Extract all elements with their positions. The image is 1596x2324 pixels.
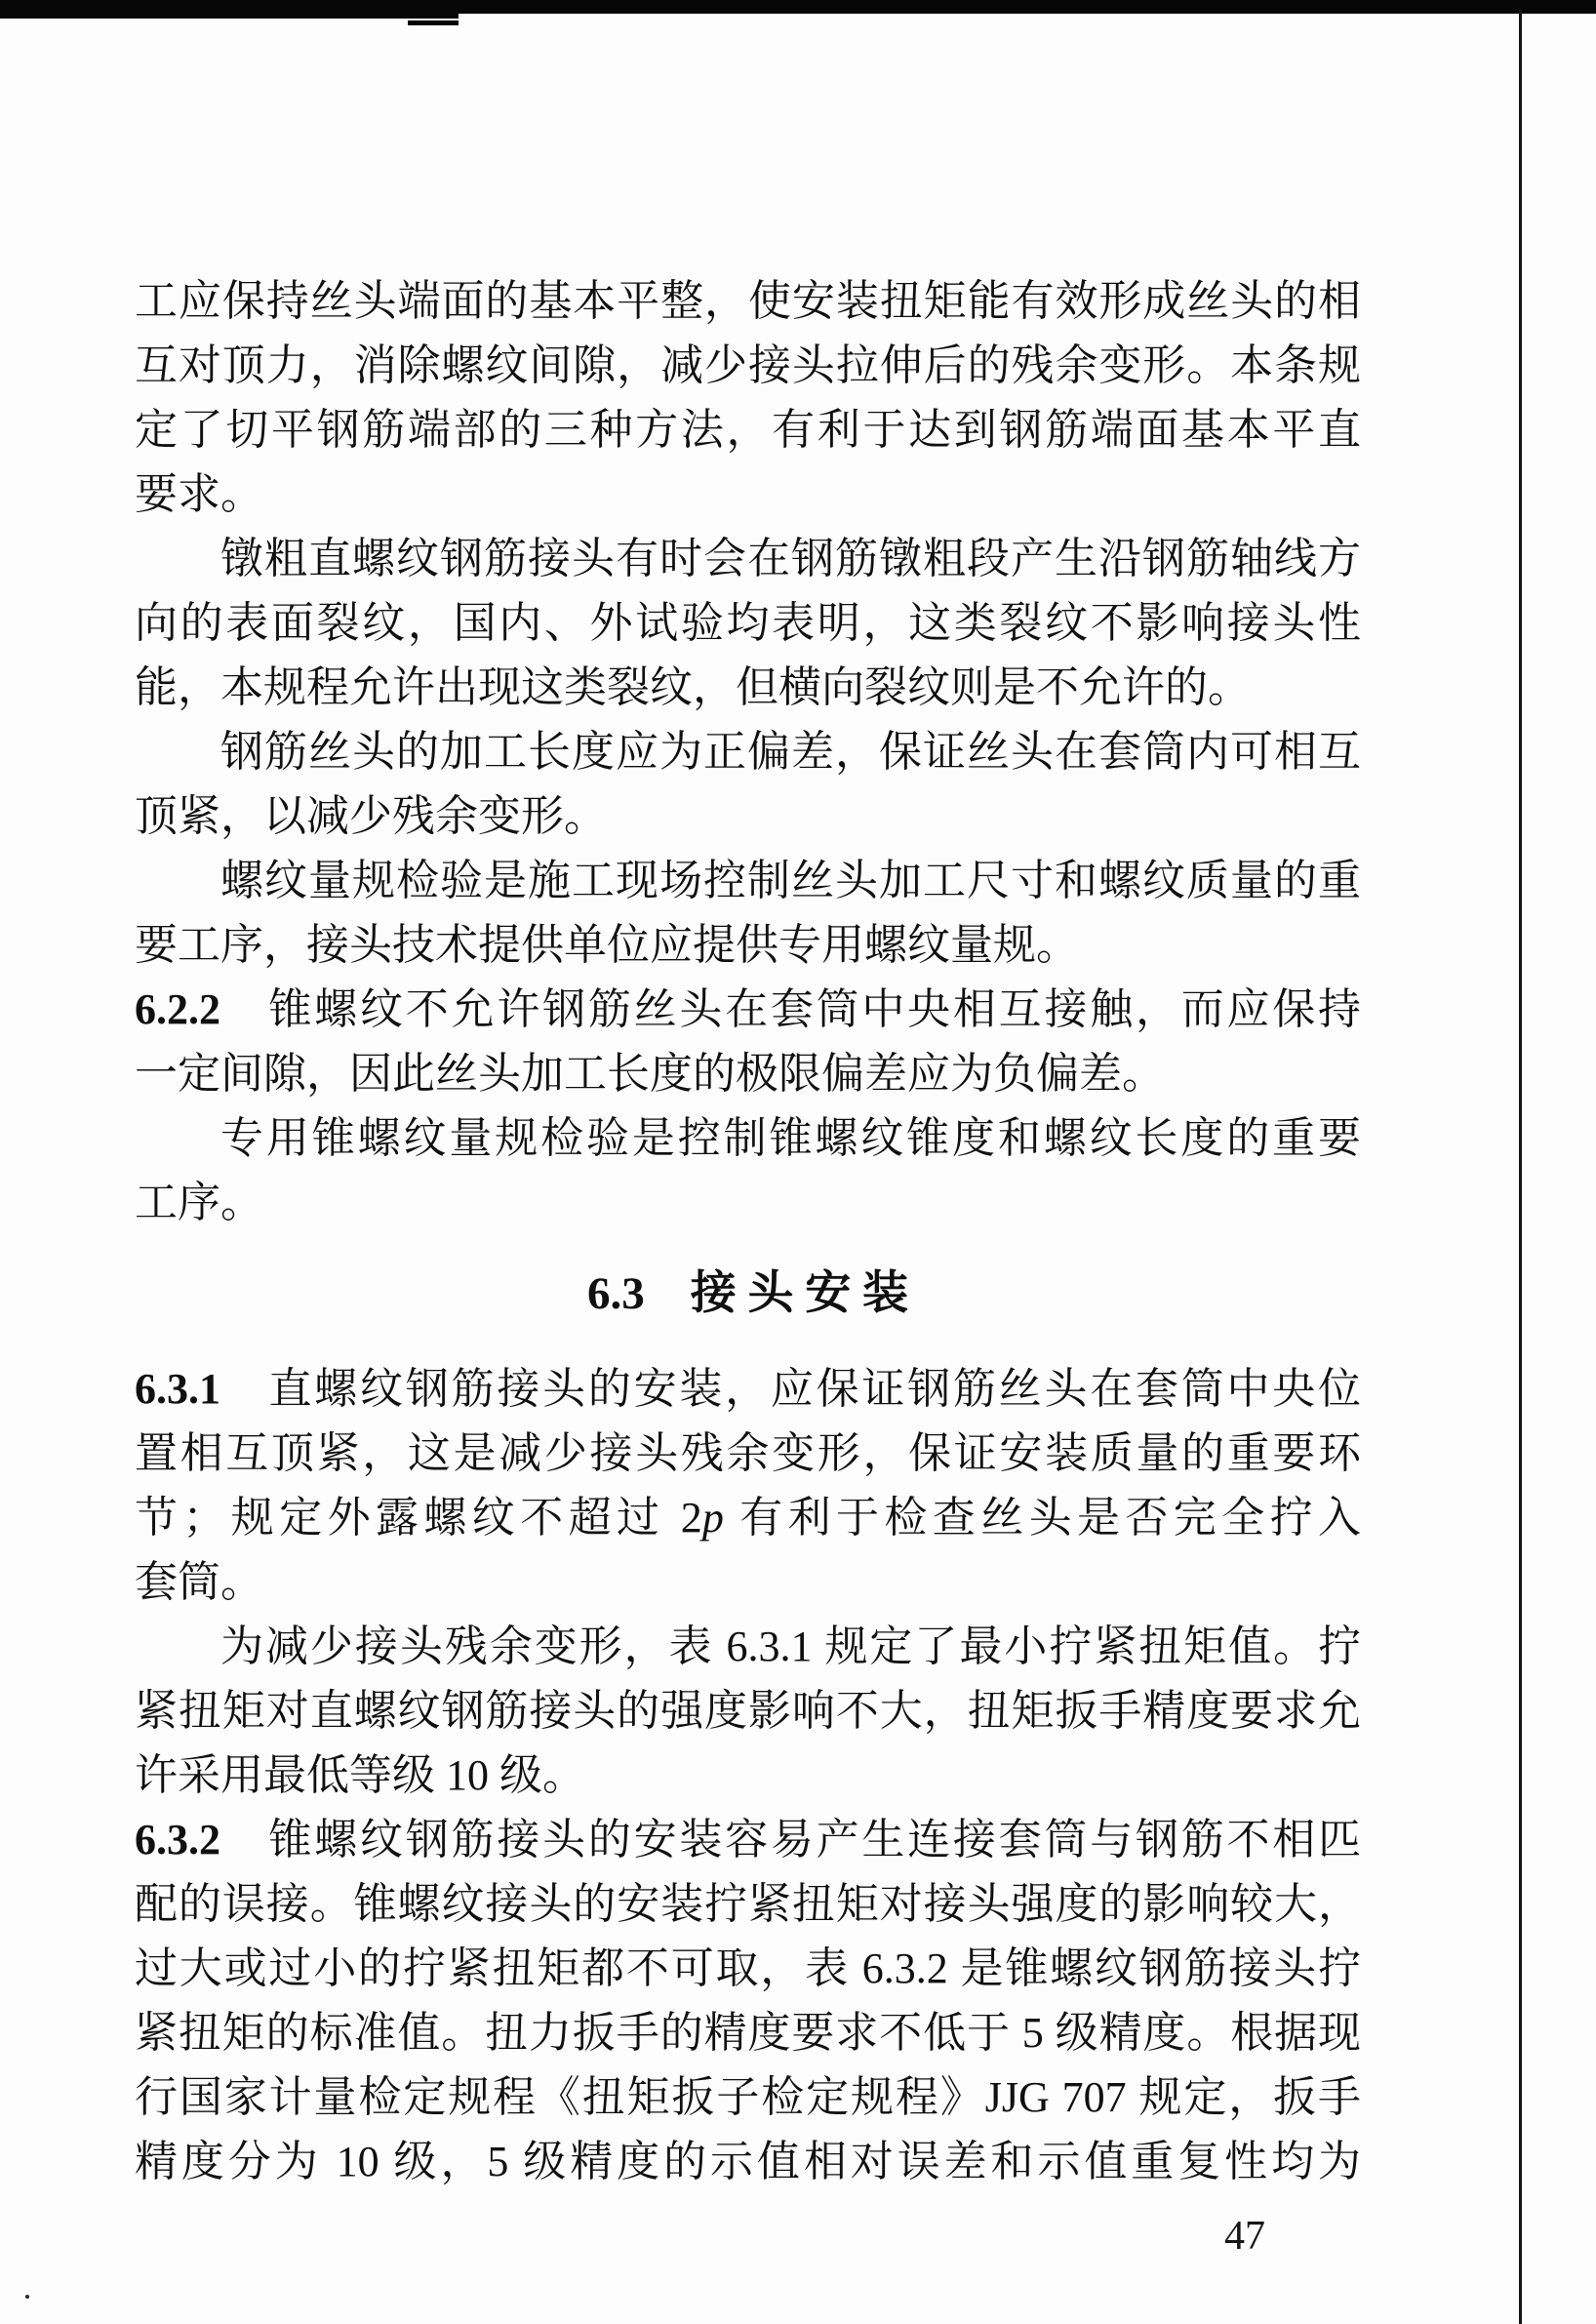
text-line — [135, 1937, 1361, 2001]
text-segment: 行国家计量检定规程《扭矩扳子检定规程》JJG 707 规定，扳手 — [135, 2073, 1361, 2121]
text-line — [135, 1171, 1361, 1235]
text-segment: 套筒。 — [135, 1558, 263, 1606]
text-segment: 为减少接头残余变形，表 6.3.1 规定了最小拧紧扭矩值。拧 — [220, 1623, 1361, 1670]
text-line — [135, 1422, 1361, 1486]
text-line — [135, 720, 1361, 784]
scan-artifact-top-band-left — [0, 13, 459, 19]
text-line — [135, 978, 1361, 1042]
text-line — [135, 849, 1361, 913]
scan-artifact-top-blob — [408, 20, 459, 25]
text-segment: 直螺纹钢筋接头的安装，应保证钢筋丝头在套筒中央位 — [220, 1365, 1361, 1413]
text-line — [135, 1106, 1361, 1171]
text-line — [135, 2065, 1361, 2130]
text-segment-bold: 6.3.2 — [135, 1816, 220, 1863]
text-segment: 配的误接。锥螺纹接头的安装拧紧扭矩对接头强度的影响较大， — [135, 1880, 1361, 1928]
scan-artifact-right-edge — [1519, 10, 1522, 2324]
text-segment: 紧扭矩对直螺纹钢筋接头的强度影响不大，扭矩扳手精度要求允 — [135, 1687, 1361, 1735]
body-text-block — [135, 269, 1361, 2194]
scan-artifact-speck — [25, 2295, 29, 2299]
text-line — [135, 269, 1361, 334]
text-line — [135, 1042, 1361, 1106]
text-segment: 许采用最低等级 10 级。 — [135, 1751, 585, 1799]
text-line — [135, 591, 1361, 656]
text-segment-bold: 6.3.1 — [135, 1365, 220, 1413]
scan-artifact-top-band — [0, 0, 1596, 14]
text-segment: 工序。 — [135, 1179, 263, 1226]
text-line — [135, 2130, 1361, 2194]
text-segment: 节；规定外露螺纹不超过 2 — [135, 1494, 702, 1542]
text-line — [135, 656, 1361, 720]
text-segment: 锥螺纹钢筋接头的安装容易产生连接套筒与钢筋不相匹 — [220, 1816, 1361, 1863]
text-segment: 置相互顶紧，这是减少接头残余变形，保证安装质量的重要环 — [135, 1429, 1361, 1477]
text-segment: 过大或过小的拧紧扭矩都不可取，表 6.3.2 是锥螺纹钢筋接头拧 — [135, 1944, 1361, 1992]
text-segment-italic: p — [701, 1494, 724, 1542]
text-line — [135, 398, 1361, 462]
text-segment: 精度分为 10 级，5 级精度的示值相对误差和示值重复性均为 — [135, 2138, 1361, 2185]
text-segment: 工应保持丝头端面的基本平整，使安装扭矩能有效形成丝头的相 — [135, 277, 1361, 325]
text-segment: 有利于检查丝头是否完全拧入 — [723, 1494, 1362, 1542]
text-line — [135, 1615, 1361, 1679]
text-line — [135, 1808, 1361, 1872]
text-segment: 向的表面裂纹，国内、外试验均表明，这类裂纹不影响接头性 — [135, 599, 1361, 647]
text-segment: 互对顶力，消除螺纹间隙，减少接头拉伸后的残余变形。本条规 — [135, 341, 1361, 389]
text-segment-bold: 6.3 接 头 安 装 — [587, 1268, 908, 1319]
text-line — [135, 527, 1361, 591]
section-heading — [135, 1262, 1361, 1326]
text-line — [135, 1550, 1361, 1615]
text-segment: 要求。 — [135, 470, 263, 518]
text-line — [135, 1486, 1361, 1550]
text-segment: 紧扭矩的标准值。扭力扳手的精度要求不低于 5 级精度。根据现 — [135, 2009, 1361, 2057]
text-segment: 镦粗直螺纹钢筋接头有时会在钢筋镦粗段产生沿钢筋轴线方 — [220, 535, 1361, 582]
text-segment: 顶紧，以减少残余变形。 — [135, 792, 607, 840]
text-segment: 一定间隙，因此丝头加工长度的极限偏差应为负偏差。 — [135, 1050, 1165, 1098]
text-line — [135, 1872, 1361, 1937]
text-line — [135, 334, 1361, 398]
text-segment-bold: 6.2.2 — [135, 985, 220, 1033]
text-segment: 定了切平钢筋端部的三种方法，有利于达到钢筋端面基本平直 — [135, 406, 1361, 454]
text-segment: 专用锥螺纹量规检验是控制锥螺纹锥度和螺纹长度的重要 — [220, 1114, 1361, 1162]
text-segment: 钢筋丝头的加工长度应为正偏差，保证丝头在套筒内可相互 — [220, 728, 1361, 776]
text-line — [135, 462, 1361, 527]
text-line — [135, 784, 1361, 849]
page-number: 47 — [1224, 2214, 1265, 2259]
text-line — [135, 1679, 1361, 1743]
text-line — [135, 1357, 1361, 1422]
text-line — [135, 1743, 1361, 1808]
text-segment: 锥螺纹不允许钢筋丝头在套筒中央相互接触，而应保持 — [220, 985, 1361, 1033]
text-line — [135, 913, 1361, 978]
text-segment: 要工序，接头技术提供单位应提供专用螺纹量规。 — [135, 921, 1079, 969]
text-segment: 螺纹量规检验是施工现场控制丝头加工尺寸和螺纹质量的重 — [220, 857, 1361, 904]
text-line — [135, 2001, 1361, 2065]
text-segment: 能，本规程允许出现这类裂纹，但横向裂纹则是不允许的。 — [135, 663, 1251, 711]
